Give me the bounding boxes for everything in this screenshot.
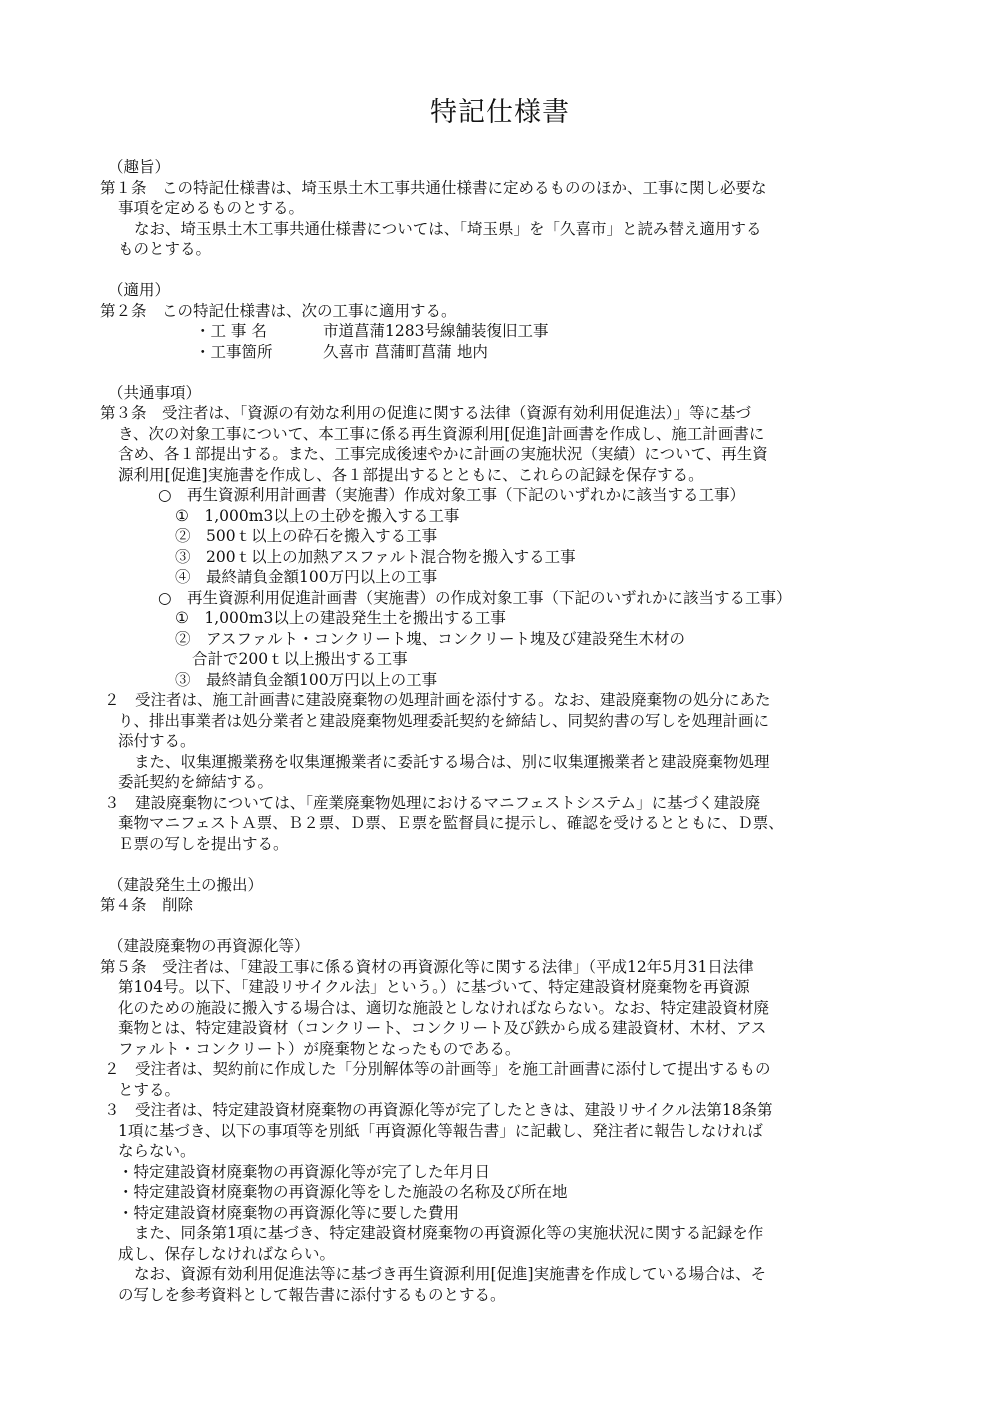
plan-item: ③ 200ｔ以上の加熱アスファルト混合物を搬入する工事 [175,547,576,566]
plan-item: ③ 最終請負金額100万円以上の工事 [175,670,438,689]
document-body [0,157,1000,1305]
section-heading-purpose: （趣旨） [108,158,171,176]
article-5-line: 第104号。以下、「建設リサイクル法」という。）に基づいて、特定建設資材廃棄物を再資源 [118,978,750,996]
article-3-paragraph-2-line: り、排出事業者は処分業者と建設廃棄物処理委託契約を締結し、同契約書の写しを処理計画に [118,711,770,730]
work-place-value: 久喜市 菖蒲町菖蒲 地内 [323,342,488,361]
section-heading-application: （適用） [108,281,171,299]
article-3-paragraph-2-line: ２ 受注者は、施工計画書に建設廃棄物の処理計画を添付する。なお、建設廃棄物の処分にあた [104,691,771,709]
article-5-paragraph-3-line: また、同条第1項に基づき、特定建設資材廃棄物の再資源化等の実施状況に関する記録を作 [134,1224,764,1242]
plan-item: ① 1,000m3以上の土砂を搬入する工事 [175,506,460,525]
work-place-row [0,342,1000,363]
article-4-line: 第４条 削除 [100,896,194,914]
article-5-paragraph-2-line: とする。 [118,1080,181,1099]
plan-item: ④ 最終請負金額100万円以上の工事 [175,568,438,586]
article-1-line: なお、埼玉県土木工事共通仕様書については、「埼玉県」を「久喜市」と読み替え適用する [134,219,762,238]
article-5-line: 棄物とは、特定建設資材（コンクリート、コンクリート及び鉄から成る建設資材、木材、アス [118,1019,767,1037]
section-heading-soil: （建設発生土の搬出） [108,875,264,894]
article-5-paragraph-3-line: 1項に基づき、以下の事項等を別紙「再資源化等報告書」に記載し、発注者に報告しなければ [118,1121,763,1140]
article-3-paragraph-2-line: また、収集運搬業務を収集運搬業者に委託する場合は、別に収集運搬業者と建設廃棄物処理 [134,752,770,771]
article-5-paragraph-3-line: の写しを参考資料として報告書に添付するものとする。 [118,1285,506,1304]
work-name-label: ・工 事 名 [195,322,267,340]
article-3-line: 第３条 受注者は、「資源の有効な利用の促進に関する法律（資源有効利用促進法）」等に基づ [100,404,752,422]
article-5-line: 化のための施設に搬入する場合は、適切な施設としなければならない。なお、特定建設資材廃 [118,998,770,1017]
work-name-value: 市道菖蒲1283号線舗装復旧工事 [323,322,549,340]
plan-item: ② 500ｔ以上の砕石を搬入する工事 [175,527,438,545]
article-5-paragraph-3-line: 成し、保存しなければならい。 [118,1244,336,1263]
article-1-line: 事項を定めるものとする。 [118,199,305,217]
article-3-line: 源利用[促進]実施書を作成し、各１部提出するとともに、これらの記録を保存する。 [118,465,704,484]
article-5-paragraph-3-line: ３ 受注者は、特定建設資材廃棄物の再資源化等が完了したときは、建設リサイクル法第18条第 [104,1101,773,1119]
article-3-paragraph-2-line: 添付する。 [118,732,196,750]
document-title: 特記仕様書 [430,97,570,128]
plan-heading: ○ 再生資源利用促進計画書（実施書）の作成対象工事（下記のいずれかに該当する工事） [158,588,792,607]
work-name-row [0,321,1000,342]
article-2-line: 第２条 この特記仕様書は、次の工事に適用する。 [100,301,457,320]
bullet-item: ・特定建設資材廃棄物の再資源化等をした施設の名称及び所在地 [118,1183,568,1201]
article-3-line: 含め、各１部提出する。また、工事完成後速やかに計画の実施状況（実績）について、再生資 [118,445,768,463]
plan-item: ① 1,000m3以上の建設発生土を搬出する工事 [175,609,506,627]
article-1-line: 第１条 この特記仕様書は、埼玉県土木工事共通仕様書に定めるもののほか、工事に関し必要な [100,178,767,197]
article-5-line: ファルト・コンクリート）が廃棄物となったものである。 [118,1039,521,1058]
bullet-item: ・特定建設資材廃棄物の再資源化等が完了した年月日 [118,1162,491,1181]
section-heading-common: （共通事項） [108,383,202,402]
article-3-paragraph-2-line: 委託契約を締結する。 [118,773,274,791]
plan-item: ② アスファルト・コンクリート塊、コンクリート塊及び建設発生木材の [175,629,685,648]
section-heading-recycling: （建設廃棄物の再資源化等） [108,937,310,955]
bullet-item: ・特定建設資材廃棄物の再資源化等に要した費用 [118,1203,460,1222]
article-3-paragraph-3-line: ３ 建設廃棄物については、「産業廃棄物処理におけるマニフェストシステム」に基づく建設廃 [104,793,761,812]
plan-item-continuation: 合計で200ｔ以上搬出する工事 [192,650,408,668]
article-3-line: き、次の対象工事について、本工事に係る再生資源利用[促進]計画書を作成し、施工計画書に [118,424,765,443]
article-1-line: ものとする。 [118,240,212,258]
plan-heading: ○ 再生資源利用計画書（実施書）作成対象工事（下記のいずれかに該当する工事） [158,486,746,504]
work-place-label: ・工事箇所 [195,342,273,361]
article-3-paragraph-3-line: Ｅ票の写しを提出する。 [118,834,289,853]
article-5-line: 第５条 受注者は、「建設工事に係る資材の再資源化等に関する法律」（平成12年5月31日法律 [100,957,754,976]
article-5-paragraph-2-line: ２ 受注者は、契約前に作成した「分別解体等の計画等」を施工計画書に添付して提出するもの [104,1060,771,1078]
article-5-paragraph-3-line: ならない。 [118,1142,196,1160]
article-3-paragraph-3-line: 棄物マニフェストＡ票、Ｂ２票、Ｄ票、Ｅ票を監督員に提示し、確認を受けるとともに、Ｄ票、 [118,814,784,832]
article-5-paragraph-3-line: なお、資源有効利用促進法等に基づき再生資源利用[促進]実施書を作成している場合は、そ [134,1265,767,1283]
